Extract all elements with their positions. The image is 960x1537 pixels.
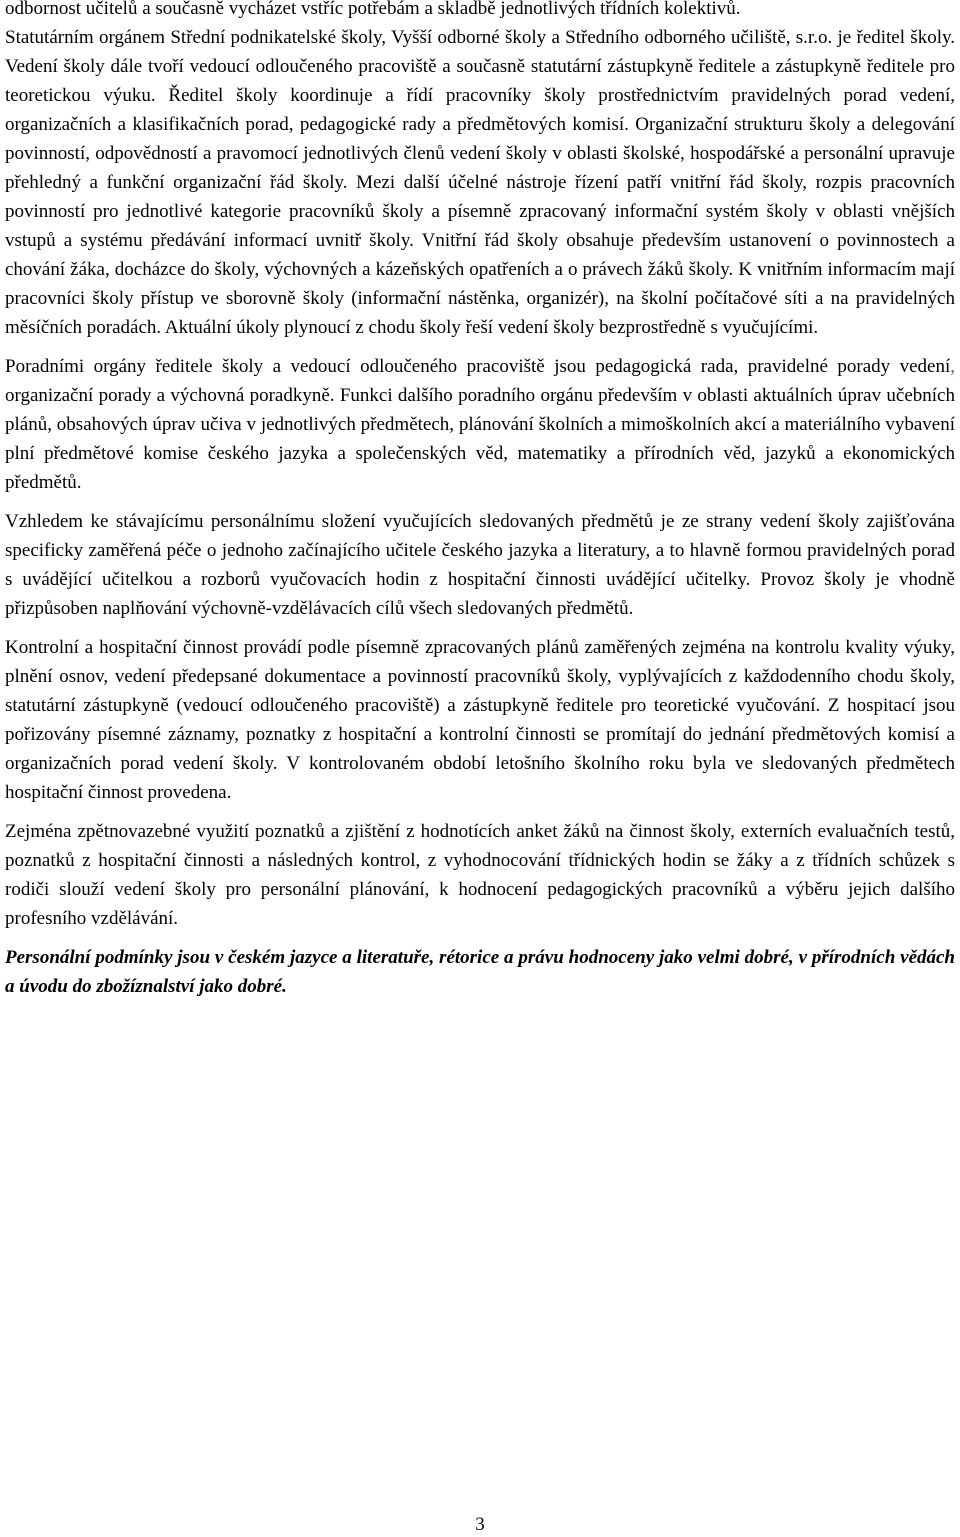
paragraph-inspection-activity: Kontrolní a hospitační činnost provádí podle písemně zpracovaných plánů zaměřených zejména na kontrolu kvality výuky, plnění osnov, vedení předepsané dokumentace a povinností pracovníků školy, vyplývajících z každodenního chodu školy, statutární zástupkyně (vedoucí odloučeného pracoviště) a zástupkyně ředitele pro teoretické vyučování. Z hospitací jsou pořizovány písemné záznamy, poznatky z hospitační a kontrolní činnosti se promítají do jednání předmětových komisí a organizačních porad vedení školy. V kontrolovaném období letošního školního roku byla ve sledovaných předmětech hospitační činnost provedena.: [5, 637, 955, 803]
advisory-text-start: Poradními orgány ředitele školy a vedoucí odloučeného pracoviště jsou pedagogická rada, pravidelné porady vedení: [5, 356, 951, 377]
highlighted-comma: ,: [950, 356, 955, 377]
paragraph-personnel-conclusion: Personální podmínky jsou v českém jazyce a literatuře, rétorice a právu hodnoceny jako velmi dobré, v přírodních vědách a úvodu do zbožíznalství jako dobré.: [5, 947, 955, 997]
advisory-text-end: organizační porady a výchovná poradkyně. Funkci dalšího poradního orgánu především v oblasti aktuálních úprav učebních plánů, obsahových úprav učiva v jednotlivých předmětech, plánování školních a mimoškolních akcí a materiálního vybavení plní předmětové komise českého jazyka a společenských věd, matematiky a přírodních věd, jazyků a ekonomických předmětů.: [5, 385, 955, 493]
paragraph-staff-support: Vzhledem ke stávajícímu personálnímu složení vyučujících sledovaných předmětů je ze strany vedení školy zajišťována specificky zaměřená péče o jednoho začínajícího učitele českého jazyka a literatury, a to hlavně formou pravidelných porad s uvádějící učitelkou a rozborů vyučovacích hodin z hospitační činnosti uvádějící učitelky. Provoz školy je vhodně přizpůsoben naplňování výchovně-vzdělávacích cílů všech sledovaných předmětů.: [5, 511, 955, 619]
paragraph-intro-continuation: odbornost učitelů a současně vycházet vstříc potřebám a skladbě jednotlivých třídních kolektivů.: [5, 0, 741, 19]
paragraph-advisory-bodies: [5, 352, 955, 497]
page-number: 3: [475, 1514, 485, 1535]
document-page: [5, 0, 955, 1001]
paragraph-feedback-use: Zejména zpětnovazebné využití poznatků a zjištění z hodnotících anket žáků na činnost školy, externích evaluačních testů, poznatků z hospitační činnosti a následných kontrol, z vyhodnocování třídnických hodin se žáky a z třídních schůzek s rodiči slouží vedení školy pro personální plánování, k hodnocení pedagogických pracovníků a výběru jejich dalšího profesního vzdělávání.: [5, 821, 955, 929]
paragraph-school-management: Statutárním orgánem Střední podnikatelské školy, Vyšší odborné školy a Středního odborného učiliště, s.r.o. je ředitel školy. Vedení školy dále tvoří vedoucí odloučeného pracoviště a současně statutární zástupkyně ředitele a zástupkyně ředitele pro teoretickou výuku. Ředitel školy koordinuje a řídí pracovníky školy prostřednictvím pravidelných porad vedení, organizačních a klasifikačních porad, pedagogické rady a předmětových komisí. Organizační strukturu školy a delegování povinností, odpovědností a pravomocí jednotlivých členů vedení školy v oblasti školské, hospodářské a personální upravuje přehledný a funkční organizační řád školy. Mezi další účelné nástroje řízení patří vnitřní řád školy, rozpis pracovních povinností pro jednotlivé kategorie pracovníků školy a písemně zpracovaný informační systém školy v oblasti vnějších vstupů a systému předávání informací uvnitř školy. Vnitřní řád školy obsahuje především ustanovení o povinnostech a chování žáka, docházce do školy, výchovných a kázeňských opatřeních a o právech žáků školy. K vnitřním informacím mají pracovníci školy přístup ve sborovně školy (informační nástěnka, organizér), na školní počítačové síti a na pravidelných měsíčních poradách. Aktuální úkoly plynoucí z chodu školy řeší vedení školy bezprostředně s vyučujícími.: [5, 27, 955, 338]
